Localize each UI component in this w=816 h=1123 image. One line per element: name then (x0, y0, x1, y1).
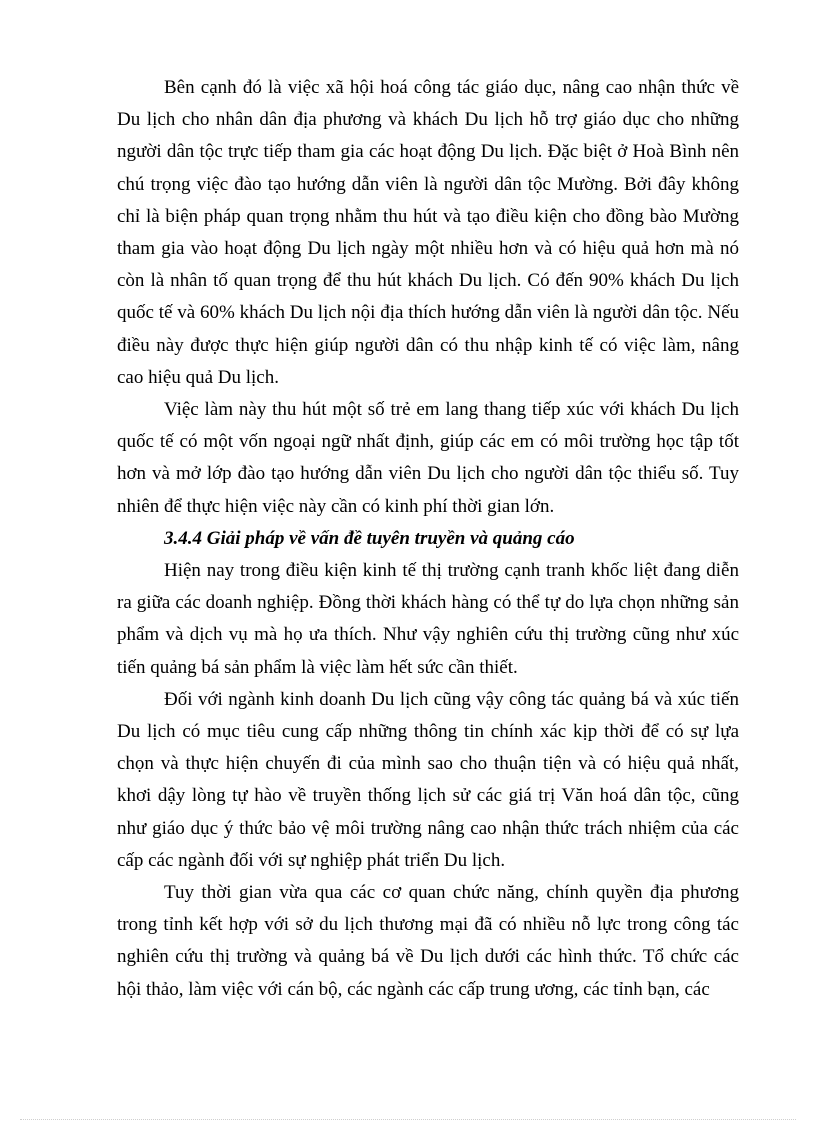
paragraph-tourism-promotion: Đối với ngành kinh doanh Du lịch cũng vậy công tác quảng bá và xúc tiến Du lịch có mục tiêu cung cấp những thông tin chính xác kịp thời để có sự lựa chọn và thực hiện chuyến đi của mình sao cho thuận tiện và có hiệu quả nhất, khơi dậy lòng tự hào về truyền thống lịch sử các giá trị Văn hoá dân tộc, cũng như giáo dục ý thức bảo vệ môi trường nâng cao nhận thức trách nhiệm của các cấp các ngành đối với sự nghiệp phát triển Du lịch. (117, 688, 739, 871)
paragraph-community-education: Bên cạnh đó là việc xã hội hoá công tác giáo dục, nâng cao nhận thức về Du lịch cho nhân dân địa phương và khách Du lịch hỗ trợ giáo dục cho những người dân tộc trực tiếp tham gia các hoạt động Du lịch. Đặc biệt ở Hoà Bình nên chú trọng việc đào tạo hướng dẫn viên là người dân tộc Mường. Bởi đây không chỉ là biện pháp quan trọng nhằm thu hút và tạo điều kiện cho đồng bào Mường tham gia vào hoạt động Du lịch ngày một nhiều hơn và có hiệu quả hơn mà nó còn là nhân tố quan trọng để thu hút khách Du lịch. Có đến 90% khách Du lịch quốc tế và 60% khách Du lịch nội địa thích hướng dẫn viên là người dân tộc. Nếu điều này được thực hiện giúp người dân có thu nhập kinh tế có việc làm, nâng cao hiệu quả Du lịch. (117, 77, 739, 388)
page-bottom-divider (20, 1119, 796, 1120)
document-page (117, 72, 739, 1006)
paragraph-local-authorities: Tuy thời gian vừa qua các cơ quan chức năng, chính quyền địa phương trong tỉnh kết hợp với sở du lịch thương mại đã có nhiều nỗ lực trong công tác nghiên cứu thị trường và quảng bá về Du lịch dưới các hình thức. Tổ chức các hội thảo, làm việc với cán bộ, các ngành các cấp trung ương, các tỉnh bạn, các (117, 882, 739, 1000)
paragraph-street-children: Việc làm này thu hút một số trẻ em lang thang tiếp xúc với khách Du lịch quốc tế có một vốn ngoại ngữ nhất định, giúp các em có môi trường học tập tốt hơn và mở lớp đào tạo hướng dẫn viên Du lịch cho người dân tộc thiểu số. Tuy nhiên để thực hiện việc này cần có kinh phí thời gian lớn. (117, 399, 739, 517)
section-heading: 3.4.4 Giải pháp về vấn đề tuyên truyền và quảng cáo (164, 527, 575, 549)
paragraph-market-competition: Hiện nay trong điều kiện kinh tế thị trường cạnh tranh khốc liệt đang diễn ra giữa các doanh nghiệp. Đồng thời khách hàng có thể tự do lựa chọn những sản phẩm và dịch vụ mà họ ưa thích. Như vậy nghiên cứu thị trường cũng như xúc tiến quảng bá sản phẩm là việc làm hết sức cần thiết. (117, 560, 739, 678)
